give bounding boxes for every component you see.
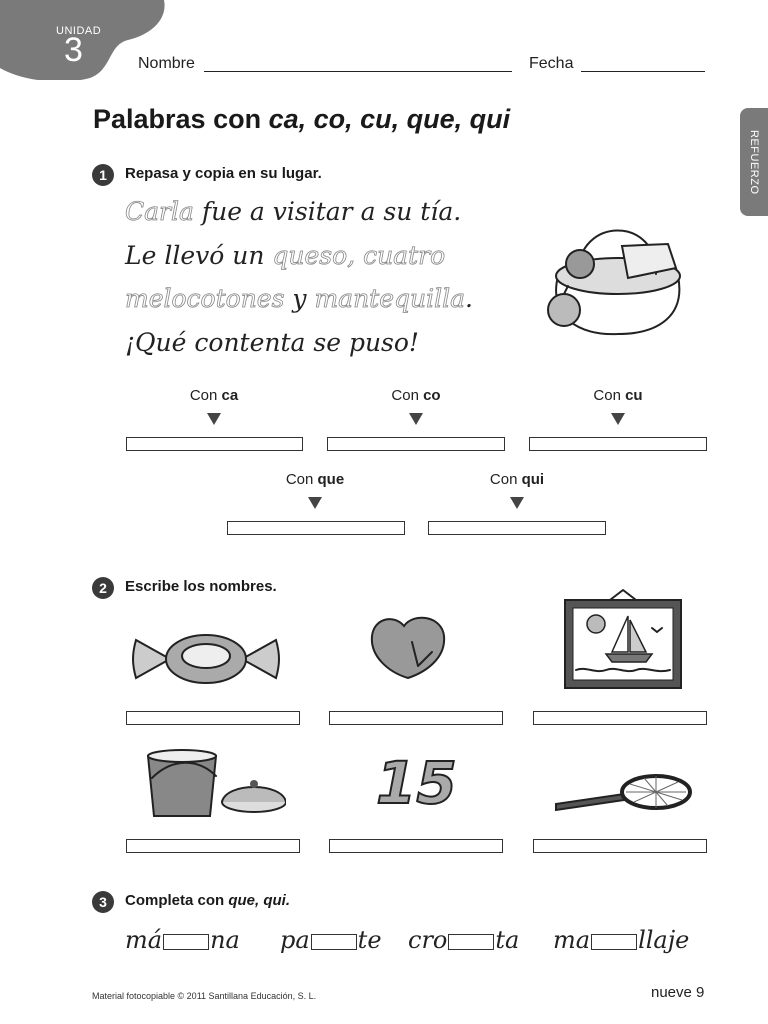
cursive-line-4: ¡Qué contenta se puso! bbox=[125, 328, 419, 357]
name-label: Nombre bbox=[138, 55, 195, 72]
answer-box-cu[interactable] bbox=[529, 437, 707, 451]
answer-box-racket[interactable] bbox=[533, 839, 707, 853]
date-label: Fecha bbox=[529, 55, 574, 72]
exercise-3-number: 3 bbox=[92, 891, 114, 913]
fill-word-2: pa te bbox=[280, 926, 382, 954]
answer-box-co[interactable] bbox=[327, 437, 505, 451]
category-label-qui: Con qui bbox=[489, 471, 545, 488]
page-title-syllables: ca, co, cu, que, qui bbox=[268, 104, 511, 134]
exercise-3-title: Completa con que, qui. bbox=[125, 892, 291, 909]
cursive-line-1: Carla fue a visitar a su tía. bbox=[125, 197, 462, 226]
blank-box[interactable] bbox=[163, 934, 209, 950]
answer-box-qui[interactable] bbox=[428, 521, 606, 535]
exercise-2-number: 2 bbox=[92, 577, 114, 599]
blank-box[interactable] bbox=[591, 934, 637, 950]
footer-copyright: Material fotocopiable © 2011 Santillana Educación, S. L. bbox=[92, 991, 317, 1001]
answer-box-heart-cookie[interactable] bbox=[329, 711, 503, 725]
category-label-cu: Con cu bbox=[593, 387, 643, 404]
fill-word-1: má na bbox=[125, 926, 240, 954]
unit-label: UNIDAD bbox=[56, 25, 102, 37]
fill-word-4: ma llaje bbox=[553, 926, 690, 954]
category-label-que: Con que bbox=[285, 471, 345, 488]
answer-box-bucket-lid[interactable] bbox=[126, 839, 300, 853]
exercise-1-number: 1 bbox=[92, 164, 114, 186]
arrow-down-icon bbox=[308, 497, 322, 509]
dotted-word: Carla bbox=[125, 197, 194, 226]
heart-cookie-icon bbox=[368, 612, 448, 682]
cursive-line-2: Le llevó un queso, cuatro bbox=[125, 241, 446, 270]
page-title-prefix: Palabras con bbox=[93, 104, 269, 134]
basket-illustration-icon bbox=[538, 206, 690, 342]
answer-box-fifteen[interactable] bbox=[329, 839, 503, 853]
side-tab-label: REFUERZO bbox=[748, 129, 760, 195]
candy-icon bbox=[130, 626, 282, 692]
framed-picture-icon bbox=[562, 586, 684, 690]
arrow-down-icon bbox=[207, 413, 221, 425]
racket-icon bbox=[554, 770, 692, 816]
date-field[interactable] bbox=[581, 71, 705, 72]
dotted-word: melocotones bbox=[125, 284, 285, 313]
unit-number: 3 bbox=[64, 31, 83, 69]
arrow-down-icon bbox=[611, 413, 625, 425]
page-title bbox=[93, 104, 510, 135]
page-number: nueve 9 bbox=[651, 984, 705, 1001]
dotted-word: mantequilla bbox=[314, 284, 466, 313]
answer-box-que[interactable] bbox=[227, 521, 405, 535]
blank-box[interactable] bbox=[448, 934, 494, 950]
number-fifteen-icon: 15 bbox=[376, 749, 457, 817]
blank-box[interactable] bbox=[311, 934, 357, 950]
bucket-lid-icon bbox=[142, 746, 286, 822]
name-field[interactable] bbox=[204, 71, 512, 72]
category-label-ca: Con ca bbox=[189, 387, 239, 404]
answer-box-framed-picture[interactable] bbox=[533, 711, 707, 725]
dotted-word: queso, cuatro bbox=[272, 241, 446, 270]
answer-box-ca[interactable] bbox=[126, 437, 303, 451]
arrow-down-icon bbox=[510, 497, 524, 509]
exercise-1-title: Repasa y copia en su lugar. bbox=[125, 165, 322, 182]
cursive-line-3: melocotones y mantequilla. bbox=[125, 284, 473, 313]
answer-box-candy[interactable] bbox=[126, 711, 300, 725]
arrow-down-icon bbox=[409, 413, 423, 425]
category-label-co: Con co bbox=[391, 387, 441, 404]
fill-word-3: cro ta bbox=[408, 926, 520, 954]
exercise-2-title: Escribe los nombres. bbox=[125, 578, 277, 595]
